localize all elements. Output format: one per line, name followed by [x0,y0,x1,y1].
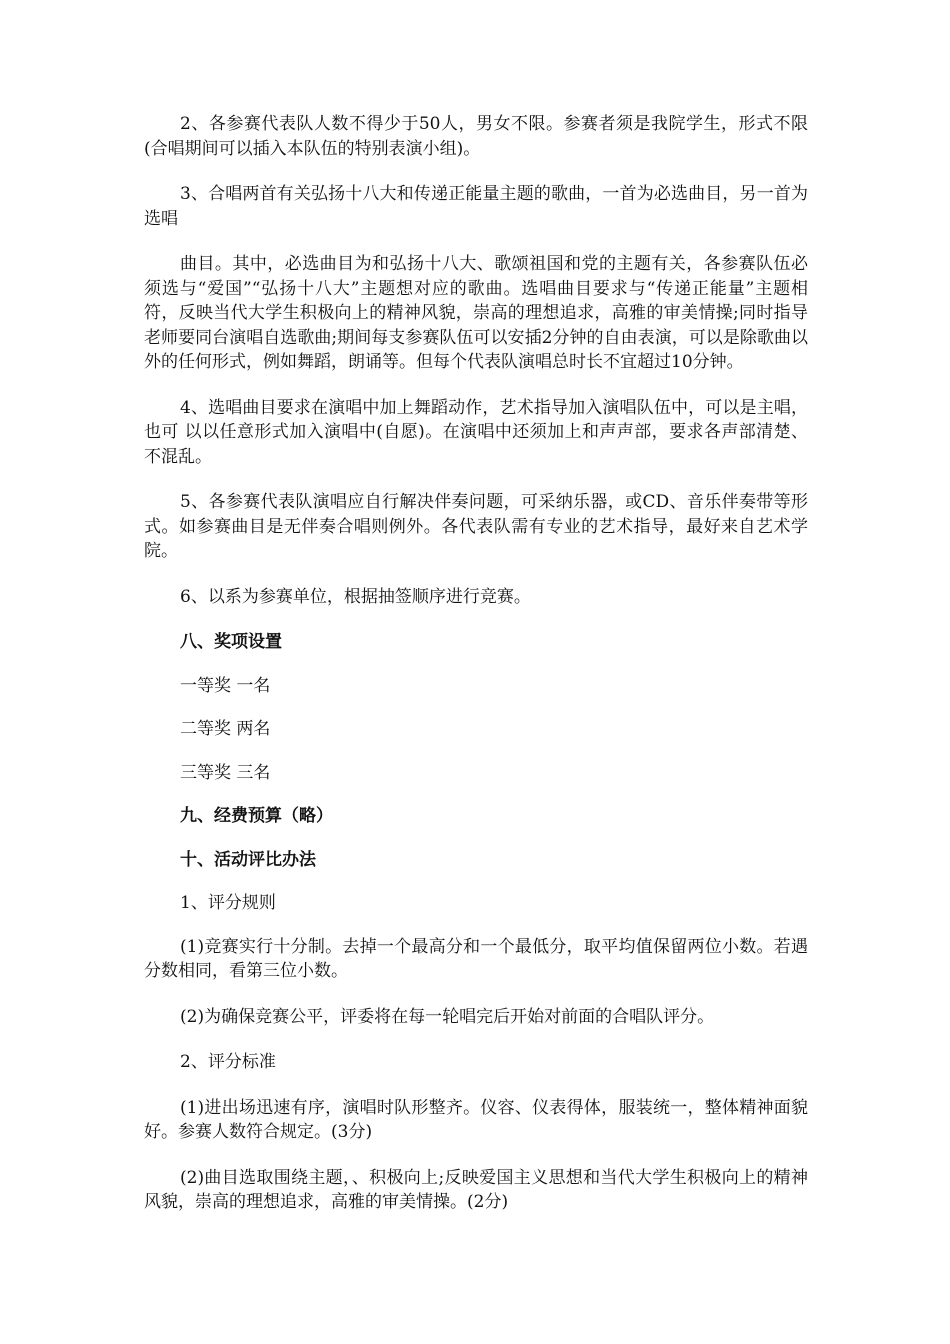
subheading-scoring-rules: 1、评分规则 [180,893,276,913]
paragraph-rule-4: 4、选唱曲目要求在演唱中加上舞蹈动作，艺术指导加入演唱队伍中，可以是主唱，也可 以以任意形式加入演唱中(自愿)。在演唱中还须加上和声声部，要求各声部清楚、不混乱。 [144,397,808,467]
scoring-criterion-1: (1)进出场迅速有序，演唱时队形整齐。仪容、仪表得体，服装统一，整体精神面貌好。参赛人数符合规定。(3分) [144,1097,808,1142]
document-body [144,112,808,1215]
section-heading-evaluation: 十、活动评比办法 [180,849,316,870]
award-first-prize: 一等奖 一名 [180,675,271,696]
scoring-criterion-2: (2)曲目选取围绕主题，、积极向上;反映爱国主义思想和当代大学生积极向上的精神风貌，崇高的理想追求，高雅的审美情操。(2分) [144,1167,808,1212]
section-heading-awards: 八、奖项设置 [180,632,282,652]
award-second-prize: 二等奖 两名 [180,719,271,739]
section-heading-budget: 九、经费预算（略） [180,806,333,826]
award-third-prize: 三等奖 三名 [180,762,271,783]
subheading-scoring-criteria: 2、评分标准 [180,1052,276,1072]
scoring-rule-1: (1)竞赛实行十分制。去掉一个最高分和一个最低分，取平均值保留两位小数。若遇分数相同，看第三位小数。 [144,936,808,981]
paragraph-rule-3-detail: 曲目。其中，必选曲目为和弘扬十八大、歌颂祖国和党的主题有关，各参赛队伍必须选与“爱国”“弘扬十八大”主题想对应的歌曲。选唱曲目要求与“传递正能量”主题相符，反映当代大学生积极向上的精神风貌，崇高的理想追求，高雅的审美情操;同时指导老师要同台演唱自选歌曲;期间每支参赛队伍可以安插2分钟的自由表演，可以是除歌曲以外的任何形式，例如舞蹈，朗诵等。但每个代表队演唱总时长不宜超过10分钟。 [144,254,808,372]
paragraph-rule-2: 2、各参赛代表队人数不得少于50人，男女不限。参赛者须是我院学生，形式不限(合唱期间可以插入本队伍的特别表演小组)。 [144,114,808,159]
paragraph-rule-6: 6、以系为参赛单位，根据抽签顺序进行竞赛。 [180,586,531,607]
paragraph-rule-5: 5、各参赛代表队演唱应自行解决伴奏问题，可采纳乐器，或CD、音乐伴奏带等形式。如参赛曲目是无伴奏合唱则例外。各代表队需有专业的艺术指导，最好来自艺术学院。 [144,492,808,561]
paragraph-rule-3: 3、合唱两首有关弘扬十八大和传递正能量主题的歌曲，一首为必选曲目，另一首为选唱 [144,184,808,229]
scoring-rule-2: (2)为确保竞赛公平，评委将在每一轮唱完后开始对前面的合唱队评分。 [180,1006,715,1027]
